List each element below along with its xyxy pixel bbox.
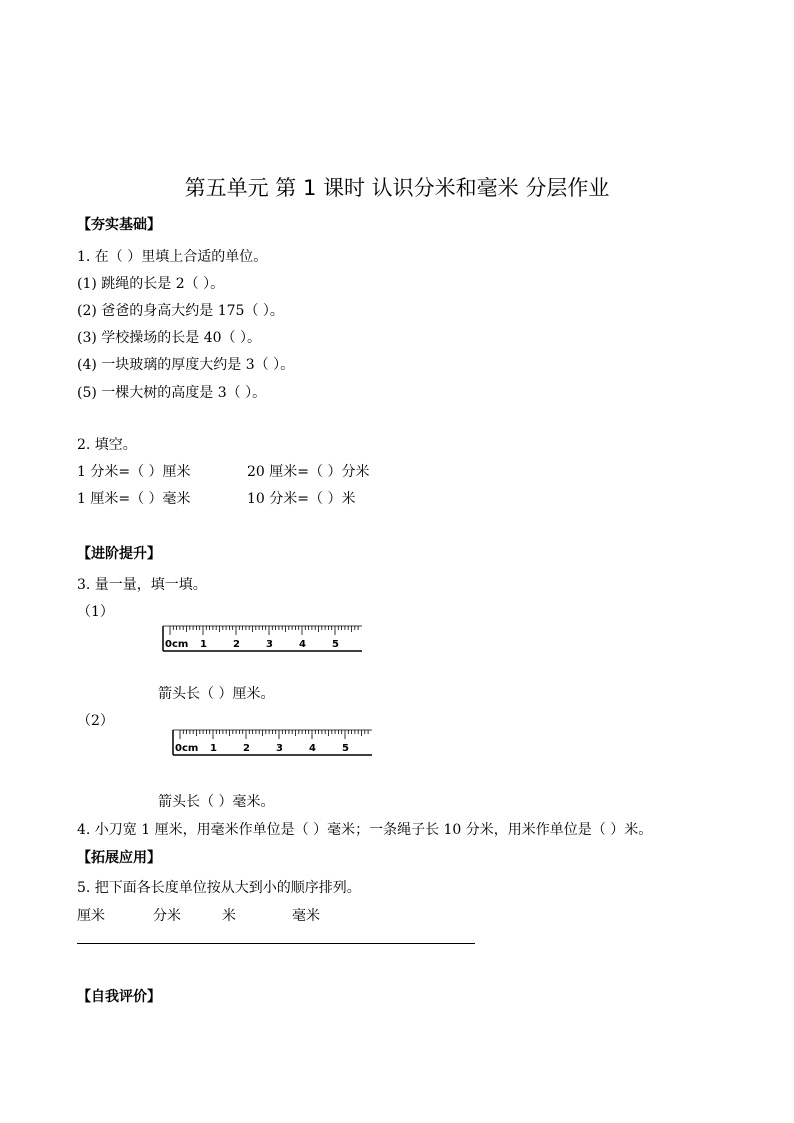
section-heading-extension: 【拓展应用】 bbox=[77, 850, 161, 866]
section-heading-self-evaluation: 【自我评价】 bbox=[77, 989, 161, 1005]
ruler-tick-label: 0cm bbox=[165, 639, 189, 650]
section-heading-basic: 【夯实基础】 bbox=[77, 217, 161, 233]
ruler-tick-label: 3 bbox=[276, 743, 283, 754]
unit-option: 分米 bbox=[153, 908, 181, 924]
unit-option: 米 bbox=[222, 908, 236, 924]
question-2-blank: 20 厘米=（ ）分米 bbox=[247, 464, 370, 480]
ruler-tick-label: 5 bbox=[342, 743, 349, 754]
question-1-stem: 1. 在（ ）里填上合适的单位。 bbox=[77, 249, 268, 265]
ruler-tick-label: 1 bbox=[200, 639, 207, 650]
question-2-blank: 10 分米=（ ）米 bbox=[247, 491, 356, 507]
page-title: 第五单元 第 1 课时 认识分米和毫米 分层作业 bbox=[184, 176, 610, 200]
ruler-tick-label: 3 bbox=[266, 639, 273, 650]
ruler-tick-label: 2 bbox=[243, 743, 250, 754]
question-4-text: 4. 小刀宽 1 厘米，用毫米作单位是（ ）毫米；一条绳子长 10 分米，用米作单位是（ ）米。 bbox=[77, 822, 653, 838]
ruler-tick-label: 5 bbox=[332, 639, 339, 650]
question-3-stem: 3. 量一量，填一填。 bbox=[77, 577, 207, 593]
ruler-tick-label: 2 bbox=[233, 639, 240, 650]
ruler-tick-label: 4 bbox=[309, 743, 316, 754]
ruler-1 bbox=[162, 625, 364, 653]
question-2-blank: 1 分米=（ ）厘米 bbox=[77, 464, 191, 480]
ruler-tick-label: 4 bbox=[299, 639, 306, 650]
ruler-tick-label: 0cm bbox=[175, 743, 199, 754]
unit-option: 毫米 bbox=[292, 908, 320, 924]
question-1-item: (1) 跳绳的长是 2（ ）。 bbox=[77, 276, 225, 292]
ruler-ticks bbox=[180, 730, 368, 739]
question-2-blank: 1 厘米=（ ）毫米 bbox=[77, 491, 191, 507]
question-1-item: (2) 爸爸的身高大约是 175（ ）。 bbox=[77, 303, 284, 319]
question-1-item: (3) 学校操场的长是 40（ ）。 bbox=[77, 330, 261, 346]
question-3-answer-2: 箭头长（ ）毫米。 bbox=[158, 794, 275, 810]
section-heading-advanced: 【进阶提升】 bbox=[77, 546, 161, 562]
question-3-answer-1: 箭头长（ ）厘米。 bbox=[158, 686, 275, 702]
question-5-stem: 5. 把下面各长度单位按从大到小的顺序排列。 bbox=[77, 880, 361, 896]
unit-option: 厘米 bbox=[77, 908, 105, 924]
ruler-2 bbox=[172, 729, 374, 757]
question-3-part-1-label: （1） bbox=[77, 604, 114, 620]
question-2-stem: 2. 填空。 bbox=[77, 437, 137, 453]
question-3-part-2-label: （2） bbox=[77, 713, 114, 729]
ruler-tick-label: 1 bbox=[210, 743, 217, 754]
ruler-ticks bbox=[170, 626, 358, 635]
answer-line bbox=[77, 943, 475, 944]
question-1-item: (5) 一棵大树的高度是 3（ ）。 bbox=[77, 385, 267, 401]
question-1-item: (4) 一块玻璃的厚度大约是 3（ ）。 bbox=[77, 357, 295, 373]
